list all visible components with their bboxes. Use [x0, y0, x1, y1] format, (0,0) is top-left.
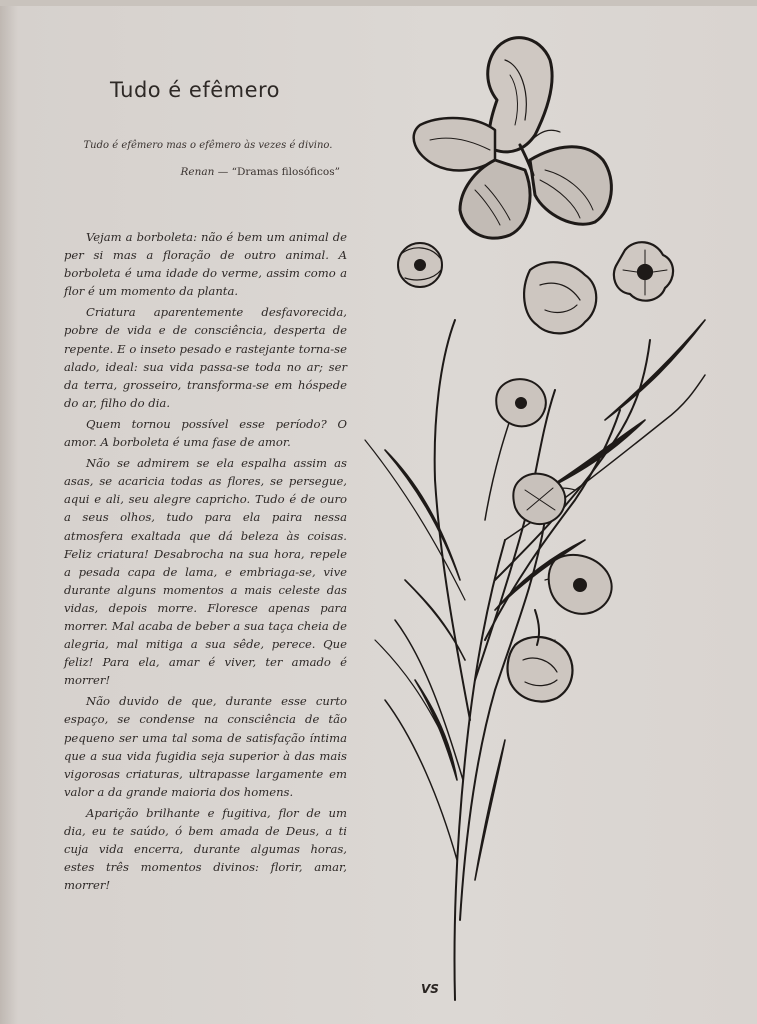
article-title: Tudo é efêmero [110, 78, 281, 102]
attribution-dash: — [214, 166, 232, 178]
butterfly-flowers-illustration [345, 20, 745, 1020]
paragraph: Vejam a borboleta: não é bem um animal de per si mas a floração de outro animal. A borboleta é uma idade do verme, assim como a flor é um momento da planta. [64, 230, 347, 299]
article-body [64, 228, 347, 897]
paragraph: Aparição brilhante e fugitiva, flor de um dia, eu te saúdo, ó bem amada de Deus, a ti cuja vida encerra, durante algumas horas, estes três momentos divinos: florir, amar, morrer! [64, 805, 347, 893]
paragraph: Não se admirem se ela espalha assim as asas, se acaricia todas as flores, se persegue, aqui e ali, seu alegre capricho. Tudo é de ouro a seus olhos, tudo para ela paira nessa atmosfera exaltada que dá beleza às coisas. Feliz criatura! Desabrocha na sua hora, repele a pesada capa de lama, e embriaga-se, vive durante alguns momentos a mais celeste das vidas, depois morre. Floresce apenas para morrer. Mal acaba de beber a sua taça cheia de alegria, mal mitiga a sua sêde, perece. Que feliz! Para ela, amar é viver, ter amado é morrer! [64, 456, 347, 688]
epigraph: Tudo é efêmero mas o efêmero às vezes é divino. [83, 140, 333, 151]
paragraph: Criatura aparentemente desfavorecida, pobre de vida e de consciência, desperta de repente. E o inseto pesado e rastejante torna-se alado, ideal: sua vida passa-se toda no ar; ser da terra, grosseiro, transforma-se em hóspede do ar, filho do dia. [64, 305, 347, 410]
flower-icon [549, 555, 612, 614]
artist-signature: VS [421, 982, 439, 996]
flower-icon [496, 379, 546, 426]
page-top-edge [0, 0, 757, 6]
attribution-author: Renan [180, 166, 215, 178]
flower-icon [614, 242, 673, 300]
flower-icon [398, 243, 442, 287]
butterfly-icon [414, 38, 612, 239]
epigraph-attribution [160, 166, 340, 178]
attribution-work: “Dramas filosóficos” [231, 166, 340, 178]
paragraph: Não duvido de que, durante esse curto espaço, se condense na consciência de tão pequeno ser uma tal soma de satisfação íntima que a sua vida fugidia seja superior à das mais vigorosas criaturas, ultrapasse largamente em valor a da grande maioria dos homens. [64, 694, 347, 799]
flower-icon [524, 262, 596, 333]
flower-icon [513, 474, 565, 524]
paragraph: Quem tornou possível esse período? O amor. A borboleta é uma fase de amor. [64, 416, 347, 450]
